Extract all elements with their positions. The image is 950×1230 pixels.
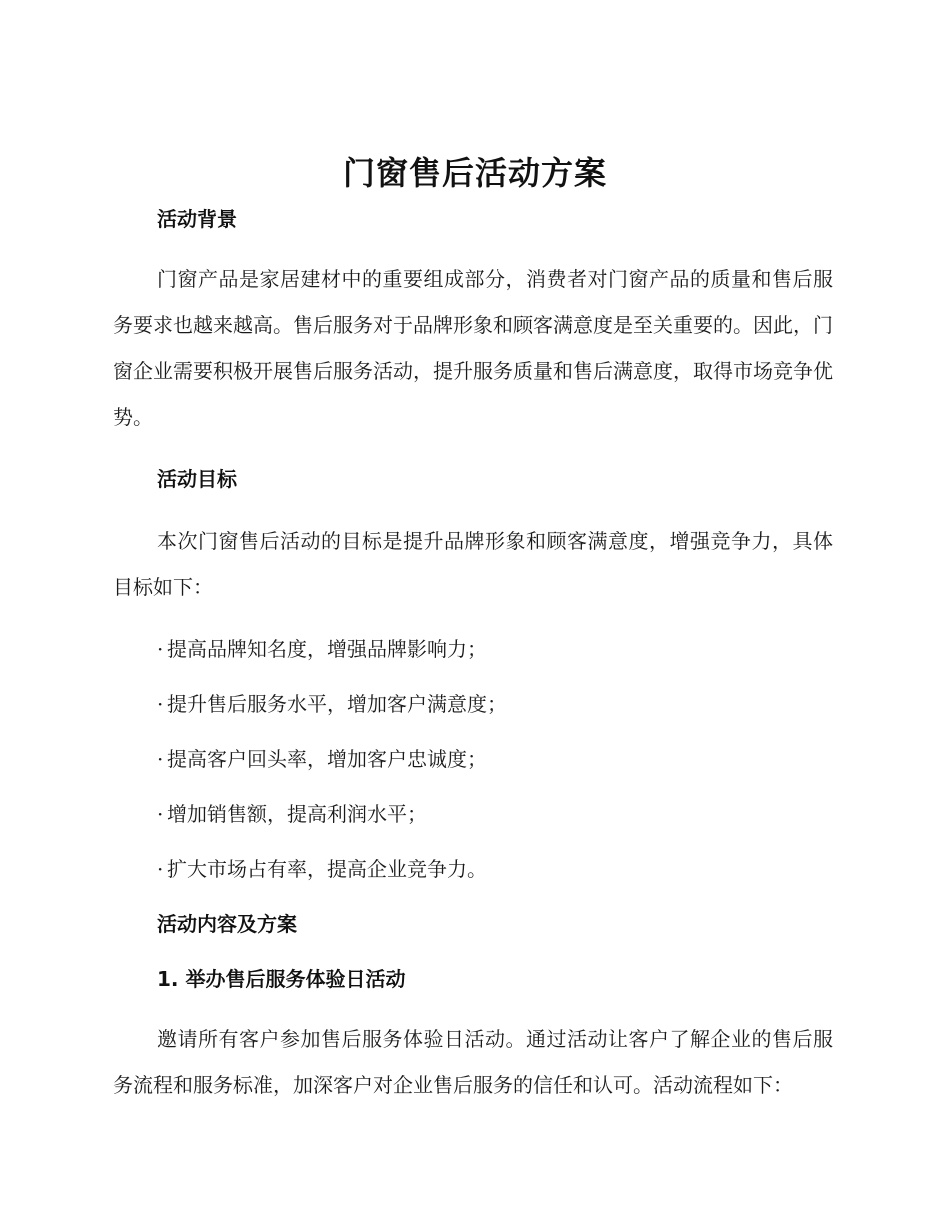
list-item-text: 提高品牌知名度，增强品牌影响力； <box>167 637 487 661</box>
document-body <box>113 200 833 1108</box>
section-heading-background: 活动背景 <box>157 207 237 231</box>
goals-paragraph: 本次门窗售后活动的目标是提升品牌形象和顾客满意度，增强竞争力，具体目标如下： <box>113 529 833 599</box>
bullet-mark: · <box>157 857 164 881</box>
bullet-mark: · <box>157 747 164 771</box>
list-item <box>113 742 833 776</box>
section-heading-content: 活动内容及方案 <box>157 912 297 936</box>
goals-list <box>113 632 833 886</box>
list-item <box>113 852 833 886</box>
bullet-mark: · <box>157 637 164 661</box>
list-item <box>113 797 833 831</box>
subsection-heading-1: 1. 举办售后服务体验日活动 <box>157 967 406 991</box>
list-item-text: 增加销售额，提高利润水平； <box>167 802 427 826</box>
document-title: 门窗售后活动方案 <box>342 154 607 192</box>
list-item-text: 扩大市场占有率，提高企业竞争力。 <box>167 857 487 881</box>
bullet-mark: · <box>157 692 164 716</box>
list-item-text: 提高客户回头率，增加客户忠诚度； <box>167 747 487 771</box>
section-heading-goals: 活动目标 <box>157 467 237 491</box>
list-item <box>113 632 833 666</box>
background-paragraph: 门窗产品是家居建材中的重要组成部分，消费者对门窗产品的质量和售后服务要求也越来越高。售后服务对于品牌形象和顾客满意度是至关重要的。因此，门窗企业需要积极开展售后服务活动，提升服务质量和售后满意度，取得市场竞争优势。 <box>113 267 833 429</box>
list-item-text: 提升售后服务水平，增加客户满意度； <box>167 692 507 716</box>
list-item <box>113 687 833 721</box>
bullet-mark: · <box>157 802 164 826</box>
subsection-1-paragraph: 邀请所有客户参加售后服务体验日活动。通过活动让客户了解企业的售后服务流程和服务标准，加深客户对企业售后服务的信任和认可。活动流程如下： <box>113 1027 833 1097</box>
